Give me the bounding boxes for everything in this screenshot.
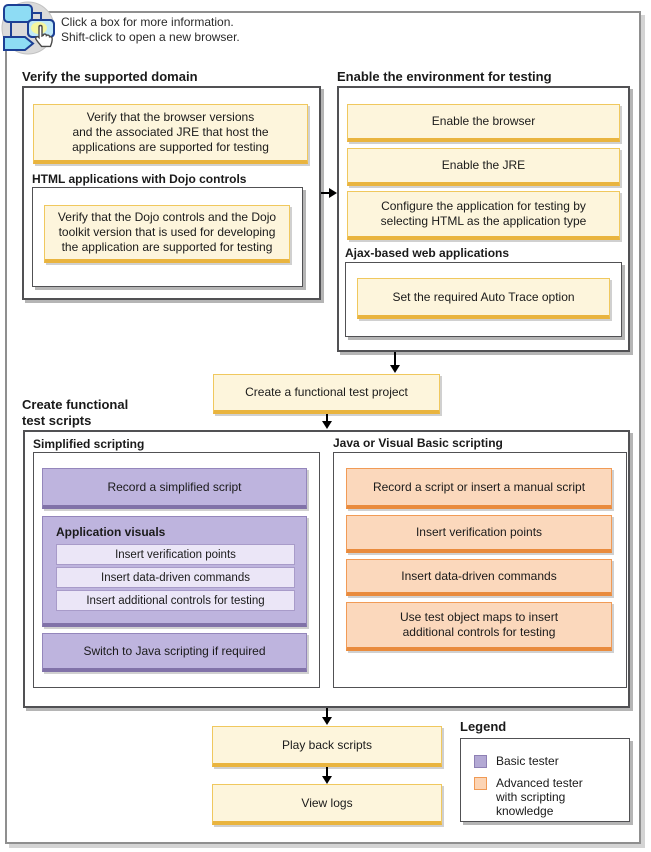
verify-browser-line1: Verify that the browser versions — [86, 110, 255, 124]
legend-box — [460, 738, 630, 822]
create-project-box[interactable]: Create a functional test project — [213, 374, 440, 414]
legend-advanced-line1: Advanced tester — [496, 776, 583, 790]
play-back-scripts-box[interactable]: Play back scripts — [212, 726, 442, 767]
legend-advanced-line3: knowledge — [496, 804, 554, 818]
record-simplified-script-box[interactable]: Record a simplified script — [42, 468, 307, 509]
legend-title: Legend — [460, 719, 507, 734]
java-insert-verification-points-box[interactable]: Insert verification points — [346, 515, 612, 553]
create-scripts-title-line2: test scripts — [22, 413, 92, 428]
configure-line2: selecting HTML as the application type — [380, 214, 587, 228]
verify-browser-box[interactable] — [33, 104, 308, 164]
enable-browser-box[interactable]: Enable the browser — [347, 104, 620, 142]
arrow-enable-to-project-head — [390, 365, 400, 373]
verify-browser-line3: applications are supported for testing — [72, 140, 269, 154]
legend-advanced-label — [496, 776, 583, 818]
java-insert-data-driven-box[interactable]: Insert data-driven commands — [346, 559, 612, 596]
verify-browser-line2: and the associated JRE that host the — [72, 125, 269, 139]
insert-data-driven-commands-row[interactable]: Insert data-driven commands — [56, 567, 295, 588]
verify-section-title: Verify the supported domain — [22, 69, 198, 84]
configure-line1: Configure the application for testing by — [381, 199, 586, 213]
header-hint-line2: Shift-click to open a new browser. — [61, 30, 240, 44]
arrow-enable-to-project — [394, 352, 396, 366]
verify-dojo-box[interactable] — [44, 205, 290, 263]
enable-jre-box[interactable]: Enable the JRE — [347, 148, 620, 186]
legend-basic-label: Basic tester — [496, 754, 559, 768]
arrow-scripts-to-playback-head — [322, 717, 332, 725]
insert-additional-controls-row[interactable]: Insert additional controls for testing — [56, 590, 295, 611]
enable-section-title: Enable the environment for testing — [337, 69, 552, 84]
application-visuals-title: Application visuals — [56, 525, 166, 539]
ajax-subsection-title: Ajax-based web applications — [345, 246, 510, 260]
verify-dojo-line1: Verify that the Dojo controls and the Dojo — [57, 210, 277, 224]
legend-advanced-line2: with scripting — [496, 790, 566, 804]
application-visuals-box — [42, 516, 307, 627]
verify-dojo-line3: the application are supported for testing — [61, 240, 273, 254]
verify-dojo-line2: toolkit version that is used for developing — [58, 225, 276, 239]
legend-advanced-swatch — [474, 777, 487, 790]
header-hint — [61, 15, 240, 45]
insert-verification-points-row[interactable]: Insert verification points — [56, 544, 295, 565]
create-scripts-title — [22, 397, 128, 429]
test-object-maps-box[interactable] — [346, 602, 612, 651]
flowchart-hand-icon — [0, 0, 58, 58]
test-object-maps-line1: Use test object maps to insert — [399, 610, 559, 624]
switch-to-java-box[interactable]: Switch to Java scripting if required — [42, 633, 307, 672]
arrow-project-to-scripts-head — [322, 421, 332, 429]
arrow-playback-to-logs-head — [322, 776, 332, 784]
simplified-scripting-title: Simplified scripting — [33, 437, 145, 451]
legend-basic-swatch — [474, 755, 487, 768]
auto-trace-box[interactable]: Set the required Auto Trace option — [357, 278, 610, 319]
test-object-maps-line2: additional controls for testing — [402, 625, 556, 639]
view-logs-box[interactable]: View logs — [212, 784, 442, 825]
java-scripting-title: Java or Visual Basic scripting — [333, 436, 503, 450]
create-scripts-title-line1: Create functional — [22, 397, 129, 412]
dojo-subsection-title: HTML applications with Dojo controls — [32, 172, 247, 186]
arrow-verify-to-enable-head — [329, 188, 337, 198]
configure-application-box[interactable] — [347, 191, 620, 240]
record-script-box[interactable]: Record a script or insert a manual script — [346, 468, 612, 509]
header-hint-line1: Click a box for more information. — [61, 15, 234, 29]
